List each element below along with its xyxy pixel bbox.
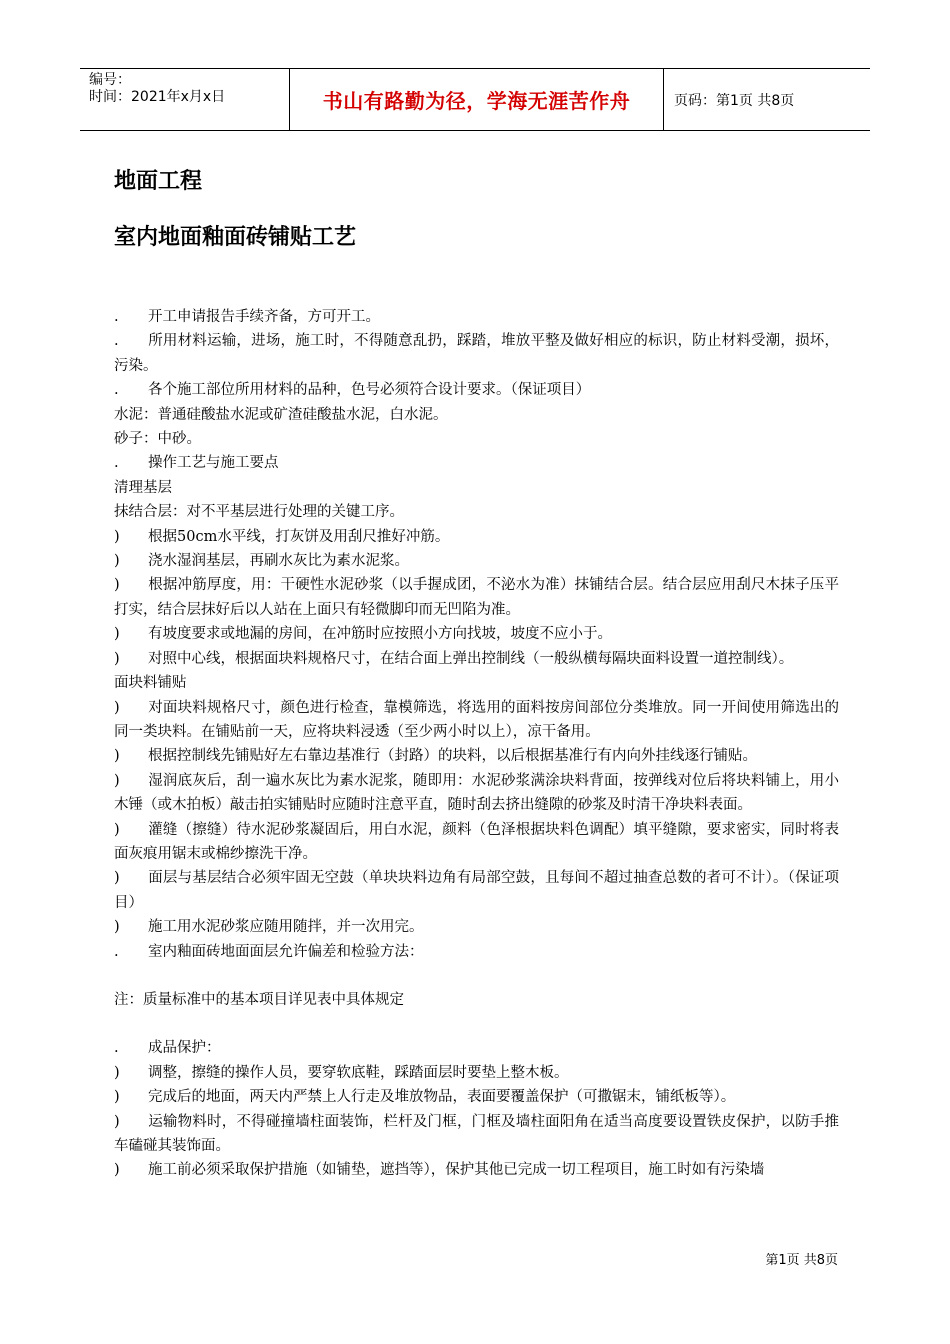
- paragraph: [114, 671, 839, 695]
- paragraph: [114, 451, 839, 475]
- list-marker: ): [114, 553, 120, 570]
- paragraph: [114, 647, 839, 671]
- document-number-label: 编号：: [89, 72, 131, 88]
- list-marker: .: [114, 943, 119, 960]
- list-marker: .: [114, 1040, 119, 1057]
- list-marker: ): [114, 626, 120, 643]
- paragraph-text: 施工用水泥砂浆应随用随拌，并一次用完。: [148, 919, 424, 936]
- paragraph-text: 所用材料运输，进场，施工时，不得随意乱扔，踩踏，堆放平整及做好相应的标识，防止材料受潮，损坏，污染。: [114, 333, 839, 374]
- paragraph-text: 调整，擦缝的操作人员，要穿软底鞋，踩踏面层时要垫上整木板。: [148, 1064, 569, 1081]
- list-marker: ): [114, 821, 120, 838]
- list-marker: .: [114, 455, 119, 472]
- list-marker: ): [114, 748, 120, 765]
- list-marker: ): [114, 699, 120, 716]
- paragraph-text: 根据控制线先铺贴好左右靠边基准行（封路）的块料，以后根据基准行有内向外挂线逐行铺贴。: [148, 748, 757, 765]
- list-marker: ): [114, 772, 120, 789]
- list-marker: ): [114, 1089, 120, 1106]
- paragraph: [114, 378, 839, 402]
- paragraph-text: 成品保护：: [148, 1040, 221, 1057]
- paragraph-text: 对照中心线，根据面块料规格尺寸，在结合面上弹出控制线（一般纵横每隔块面料设置一道控制线）。: [148, 650, 794, 667]
- paragraph: [114, 696, 839, 745]
- paragraph-text: 面块料铺贴: [114, 675, 187, 692]
- paragraph-text: 水泥：普通硅酸盐水泥或矿渣硅酸盐水泥，白水泥。: [114, 406, 448, 423]
- paragraph-text: 室内釉面砖地面面层允许偏差和检验方法：: [148, 943, 424, 960]
- paragraph: [114, 329, 839, 378]
- paragraph-text: 砂子：中砂。: [114, 431, 201, 448]
- list-marker: .: [114, 333, 119, 350]
- document-title: 地面工程: [114, 169, 203, 194]
- paragraph-text: 浇水湿润基层，再刷水灰比为素水泥浆。: [148, 553, 409, 570]
- paragraph: [114, 549, 839, 573]
- paragraph: [114, 573, 839, 622]
- paragraph: [114, 915, 839, 939]
- header-meta: [80, 69, 289, 130]
- paragraph: [114, 476, 839, 500]
- list-marker: .: [114, 309, 119, 325]
- paragraph-text: 有坡度要求或地漏的房间，在冲筋时应按照小方向找坡，坡度不应小于。: [148, 626, 612, 643]
- paragraph: [114, 988, 839, 1012]
- paragraph: [114, 403, 839, 427]
- document-date: 时间：2021年x月x日: [89, 89, 226, 105]
- header-page-info: 页码：第1页 共8页: [674, 92, 795, 109]
- paragraph: [114, 525, 839, 549]
- page-footer: 第1页 共8页: [765, 1253, 838, 1268]
- list-marker: ): [114, 870, 120, 887]
- paragraph-text: 注：质量标准中的基本项目详见表中具体规定: [114, 991, 404, 1008]
- paragraph: [114, 866, 839, 915]
- paragraph: [114, 744, 839, 768]
- list-marker: ): [114, 650, 120, 667]
- page-header: [80, 68, 870, 131]
- paragraph-text: 完成后的地面，两天内严禁上人行走及堆放物品，表面要覆盖保护（可撒锯末，铺纸板等）。: [148, 1089, 736, 1106]
- list-marker: ): [114, 1113, 120, 1130]
- paragraph: [114, 500, 839, 524]
- paragraph: [114, 769, 839, 818]
- document-body: [114, 167, 839, 1183]
- paragraph-text: 根据50cm水平线，打灰饼及用刮尺推好冲筋。: [148, 528, 450, 545]
- paragraph-text: 对面块料规格尺寸，颜色进行检查，靠模筛选，将选用的面料按房间部位分类堆放。同一开间使用筛选出的同一类块料。在铺贴前一天，应将块料浸透（至少两小时以上），凉干备用。: [114, 699, 839, 740]
- paragraph: [114, 427, 839, 451]
- paragraph: [114, 622, 839, 646]
- paragraph-text: 各个施工部位所用材料的品种，色号必须符合设计要求。（保证项目）: [148, 382, 591, 399]
- paragraph: [114, 940, 839, 964]
- paragraph: [114, 1085, 839, 1109]
- paragraph-text: 湿润底灰后，刮一遍水灰比为素水泥浆，随即用：水泥砂浆满涂块料背面，按弹线对位后将块料铺上，用小木锤（或木拍板）敲击拍实铺贴时应随时注意平直，随时刮去挤出缝隙的砂浆及时清干净块料表面。: [114, 772, 839, 814]
- paragraph: [114, 1036, 839, 1060]
- paragraph-text: 面层与基层结合必须牢固无空鼓（单块块料边角有局部空鼓，且每间不超过抽查总数的者可不计）。（保证项目）: [114, 870, 839, 911]
- paragraph: [114, 1110, 839, 1159]
- paragraph-text: 开工申请报告手续齐备，方可开工。: [148, 309, 380, 325]
- paragraph: [114, 1158, 839, 1182]
- list-marker: ): [114, 577, 120, 594]
- paragraph: [114, 305, 839, 329]
- paragraph-list: [114, 305, 839, 1183]
- paragraph-text: 操作工艺与施工要点: [148, 455, 279, 472]
- blank-line: [114, 1012, 839, 1036]
- paragraph-text: 运输物料时，不得碰撞墙柱面装饰，栏杆及门框，门框及墙柱面阳角在适当高度要设置铁皮保护，以防手推车磕碰其装饰面。: [114, 1113, 839, 1154]
- paragraph-text: 灌缝（擦缝）待水泥砂浆凝固后，用白水泥，颜料（色泽根据块料色调配）填平缝隙，要求密实，同时将表面灰痕用锯末或棉纱擦洗干净。: [114, 821, 839, 862]
- header-motto: 书山有路勤为径，学海无涯苦作舟: [289, 69, 664, 130]
- list-marker: ): [114, 528, 120, 545]
- paragraph-text: 根据冲筋厚度，用：干硬性水泥砂浆（以手握成团，不泌水为准）抹铺结合层。结合层应用刮尺木抹子压平打实，结合层抹好后以人站在上面只有轻微脚印而无凹陷为准。: [114, 577, 839, 618]
- blank-line: [114, 964, 839, 988]
- list-marker: ): [114, 1064, 120, 1081]
- paragraph: [114, 1061, 839, 1085]
- paragraph: [114, 818, 839, 867]
- list-marker: ): [114, 1162, 120, 1179]
- paragraph-text: 施工前必须采取保护措施（如铺垫，遮挡等），保护其他已完成一切工程项目，施工时如有污染墙: [148, 1162, 765, 1179]
- document-subtitle: 室内地面釉面砖铺贴工艺: [114, 225, 357, 250]
- list-marker: ): [114, 919, 120, 936]
- list-marker: .: [114, 382, 119, 399]
- paragraph-text: 抹结合层：对不平基层进行处理的关键工序。: [114, 504, 404, 521]
- paragraph-text: 清理基层: [114, 479, 172, 496]
